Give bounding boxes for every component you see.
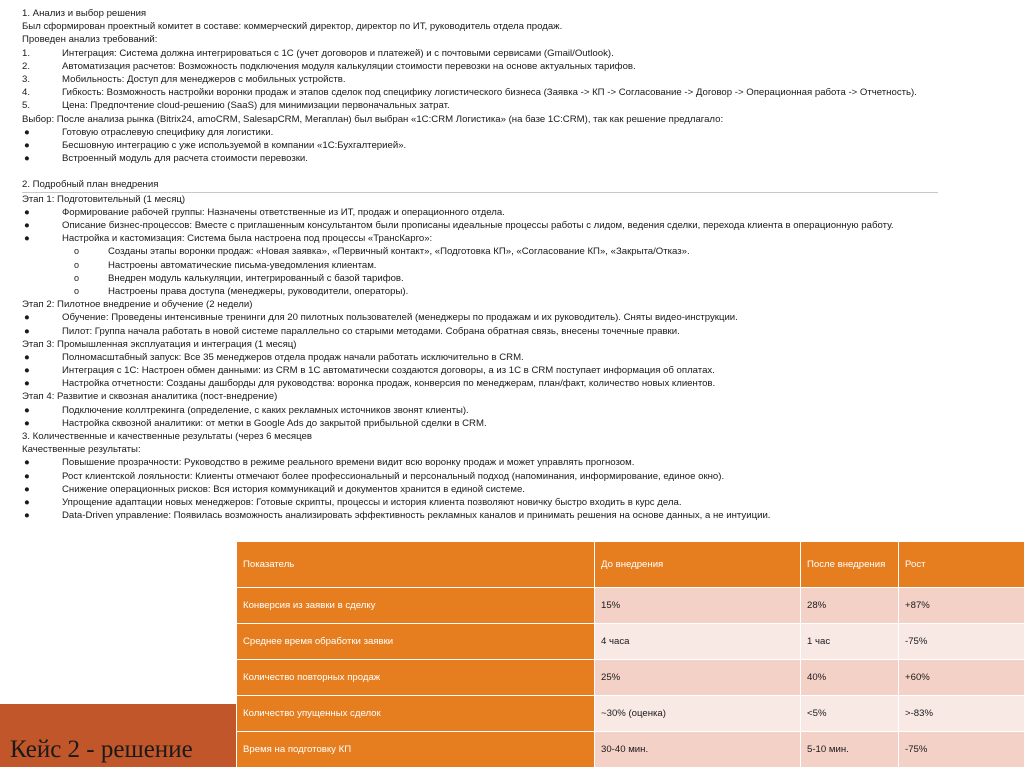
line-text: Настройка и кастомизация: Система была настроена под процессы «ТрансКарго»: — [62, 232, 432, 245]
header-metric: Показатель — [237, 542, 595, 588]
bullet-marker: ● — [24, 509, 30, 522]
list-item — [22, 232, 1012, 245]
cell-growth: +87% — [899, 588, 1024, 624]
line-text: Интеграция с 1С: Настроен обмен данными: из CRM в 1С автоматически создаются договоры, а из 1С в CRM поступает информация об оплатах. — [62, 364, 715, 377]
list-item — [22, 311, 1012, 324]
line-text: Повышение прозрачности: Руководство в режиме реального времени видит всю воронку продаж и может управлять прогнозом. — [62, 456, 634, 469]
list-item — [22, 496, 1012, 509]
list-item — [22, 139, 1012, 152]
bullet-marker: ● — [24, 404, 30, 417]
line-text: Готовую отраслевую специфику для логистики. — [62, 126, 273, 139]
bullet-marker: ● — [24, 483, 30, 496]
header-after: После внедрения — [801, 542, 899, 588]
list-item — [22, 219, 1012, 232]
blank-line — [22, 165, 1012, 178]
list-item — [22, 351, 1012, 364]
title-banner — [0, 704, 236, 767]
list-item — [22, 404, 1012, 417]
line-text: Формирование рабочей группы: Назначены ответственные из ИТ, продаж и операционного отдела. — [62, 206, 505, 219]
list-item — [22, 377, 1012, 390]
line-text: Внедрен модуль калькуляции, интегрированный с базой тарифов. — [108, 272, 404, 285]
line-text: Этап 1: Подготовительный (1 месяц) — [22, 193, 185, 206]
cell-before: 30-40 мин. — [595, 732, 801, 768]
bullet-marker: ● — [24, 152, 30, 165]
list-item — [22, 272, 1012, 285]
list-item — [22, 325, 1012, 338]
line-text: Созданы этапы воронки продаж: «Новая заявка», «Первичный контакт», «Подготовка КП», «Согласование КП», «Закрыта/Отказ». — [108, 245, 690, 258]
line-text: Был сформирован проектный комитет в составе: коммерческий директор, директор по ИТ, руководитель отдела продаж. — [22, 20, 562, 33]
text-line — [22, 298, 1012, 311]
header-growth: Рост — [899, 542, 1024, 588]
bullet-marker: o — [74, 272, 79, 285]
list-item — [22, 126, 1012, 139]
bullet-marker: ● — [24, 364, 30, 377]
text-line — [22, 7, 1012, 20]
results-table — [236, 541, 1024, 768]
line-text: Настройка сквозной аналитики: от метки в Google Ads до закрытой прибыльной сделки в CRM. — [62, 417, 487, 430]
bullet-marker: ● — [24, 311, 30, 324]
list-item — [22, 470, 1012, 483]
line-text: Рост клиентской лояльности: Клиенты отмечают более профессиональный и персональный подход (напоминания, информирование, единое окно). — [62, 470, 724, 483]
line-text: Автоматизация расчетов: Возможность подключения модуля калькуляции стоимости перевозки на основе актуальных тарифов. — [62, 60, 636, 73]
line-text: 1. Анализ и выбор решения — [22, 7, 146, 20]
document-body — [22, 7, 1012, 522]
line-text: 2. Подробный план внедрения — [22, 178, 158, 191]
cell-growth: -75% — [899, 624, 1024, 660]
text-line — [22, 178, 938, 192]
bullet-marker: ● — [24, 496, 30, 509]
list-item — [22, 86, 1012, 99]
text-line — [22, 430, 1012, 443]
bullet-marker: ● — [24, 232, 30, 245]
bullet-marker: ● — [24, 351, 30, 364]
list-item — [22, 259, 1012, 272]
cell-metric: Количество упущенных сделок — [237, 696, 595, 732]
bullet-marker: ● — [24, 456, 30, 469]
text-line — [22, 193, 1012, 206]
bullet-marker: ● — [24, 139, 30, 152]
line-text: Полномасштабный запуск: Все 35 менеджеров отдела продаж начали работать исключительно в CRM. — [62, 351, 524, 364]
cell-growth: -75% — [899, 732, 1024, 768]
line-text: Встроенный модуль для расчета стоимости перевозки. — [62, 152, 308, 165]
list-item — [22, 99, 1012, 112]
list-item — [22, 509, 1012, 522]
header-before: До внедрения — [595, 542, 801, 588]
bullet-marker: ● — [24, 126, 30, 139]
text-line — [22, 338, 1012, 351]
list-item — [22, 245, 1012, 258]
list-number: 4. — [22, 86, 30, 99]
table-row — [237, 624, 1024, 660]
line-text: Интеграция: Система должна интегрироваться с 1С (учет договоров и платежей) и с почтовыми сервисами (Gmail/Outlook). — [62, 47, 614, 60]
line-text: Подключение коллтрекинга (определение, с каких рекламных источников звонят клиенты). — [62, 404, 469, 417]
bullet-marker: o — [74, 285, 79, 298]
cell-after: 1 час — [801, 624, 899, 660]
cell-growth: +60% — [899, 660, 1024, 696]
line-text: Этап 2: Пилотное внедрение и обучение (2 недели) — [22, 298, 252, 311]
line-text: Мобильность: Доступ для менеджеров с мобильных устройств. — [62, 73, 346, 86]
slide-title: Кейс 2 - решение — [10, 736, 193, 764]
bullet-marker: ● — [24, 377, 30, 390]
cell-before: 25% — [595, 660, 801, 696]
list-item — [22, 364, 1012, 377]
list-number: 5. — [22, 99, 30, 112]
table-row — [237, 660, 1024, 696]
line-text: Обучение: Проведены интенсивные тренинги для 20 пилотных пользователей (менеджеры по продажам и их руководитель). Сняты видео-инструкции. — [62, 311, 738, 324]
text-line — [22, 443, 1012, 456]
cell-after: 40% — [801, 660, 899, 696]
cell-metric: Среднее время обработки заявки — [237, 624, 595, 660]
line-text: Этап 3: Промышленная эксплуатация и интеграция (1 месяц) — [22, 338, 296, 351]
list-item — [22, 73, 1012, 86]
line-text: Data-Driven управление: Появилась возможность анализировать эффективность рекламных каналов и принимать решения на основе данных, а не интуиции. — [62, 509, 770, 522]
text-line — [22, 20, 1012, 33]
line-text: Настроены права доступа (менеджеры, руководители, операторы). — [108, 285, 408, 298]
cell-growth: >-83% — [899, 696, 1024, 732]
text-line — [22, 33, 1012, 46]
cell-after: 5-10 мин. — [801, 732, 899, 768]
list-item — [22, 206, 1012, 219]
line-text: Этап 4: Развитие и сквозная аналитика (пост-внедрение) — [22, 390, 277, 403]
line-text: Настройка отчетности: Созданы дашборды для руководства: воронка продаж, конверсия по менеджерам, план/факт, количество новых клиентов. — [62, 377, 715, 390]
list-number: 3. — [22, 73, 30, 86]
line-text: Цена: Предпочтение cloud-решению (SaaS) для минимизации первоначальных затрат. — [62, 99, 450, 112]
list-number: 1. — [22, 47, 30, 60]
list-number: 2. — [22, 60, 30, 73]
line-text: Качественные результаты: — [22, 443, 141, 456]
cell-before: ~30% (оценка) — [595, 696, 801, 732]
list-item — [22, 483, 1012, 496]
cell-before: 4 часа — [595, 624, 801, 660]
line-text: Бесшовную интеграцию с уже используемой в компании «1С:Бухгалтерией». — [62, 139, 406, 152]
line-text: Проведен анализ требований: — [22, 33, 157, 46]
cell-metric: Количество повторных продаж — [237, 660, 595, 696]
table-row — [237, 732, 1024, 768]
list-item — [22, 285, 1012, 298]
bullet-marker: ● — [24, 219, 30, 232]
line-text: Снижение операционных рисков: Вся история коммуникаций и документов хранится в единой системе. — [62, 483, 525, 496]
bullet-marker: ● — [24, 325, 30, 338]
cell-after: <5% — [801, 696, 899, 732]
bullet-marker: o — [74, 259, 79, 272]
line-text: Гибкость: Возможность настройки воронки продаж и этапов сделок под специфику логистического бизнеса (Заявка -> КП -> Согласование -> Договор -> Операционная работа -> Отчетность). — [62, 86, 917, 99]
list-item — [22, 60, 1012, 73]
table-header-row — [237, 542, 1024, 588]
cell-before: 15% — [595, 588, 801, 624]
table-row — [237, 588, 1024, 624]
list-item — [22, 456, 1012, 469]
line-text: Пилот: Группа начала работать в новой системе параллельно со старыми методами. Собрана обратная связь, внесены точечные правки. — [62, 325, 680, 338]
text-line — [22, 390, 1012, 403]
line-text: Упрощение адаптации новых менеджеров: Готовые скрипты, процессы и история клиента позволяют новичку быстро входить в курс дела. — [62, 496, 681, 509]
cell-metric: Конверсия из заявки в сделку — [237, 588, 595, 624]
bullet-marker: ● — [24, 470, 30, 483]
bullet-marker: ● — [24, 206, 30, 219]
line-text: Описание бизнес-процессов: Вместе с приглашенным консультантом были прописаны идеальные процессы работы с лидом, ведения сделки, перехода клиента в операционную работу. — [62, 219, 894, 232]
line-text: Выбор: После анализа рынка (Bitrix24, amoCRM, SalesapCRM, Мегаплан) был выбран «1С:CRM Логистика» (на базе 1С:CRM), так как решение предлагало: — [22, 113, 723, 126]
cell-after: 28% — [801, 588, 899, 624]
line-text: Настроены автоматические письма-уведомления клиентам. — [108, 259, 376, 272]
cell-metric: Время на подготовку КП — [237, 732, 595, 768]
text-line — [22, 113, 1012, 126]
line-text: 3. Количественные и качественные результаты (через 6 месяцев — [22, 430, 312, 443]
table-row — [237, 696, 1024, 732]
bullet-marker: o — [74, 245, 79, 258]
bullet-marker: ● — [24, 417, 30, 430]
list-item — [22, 47, 1012, 60]
list-item — [22, 152, 1012, 165]
list-item — [22, 417, 1012, 430]
